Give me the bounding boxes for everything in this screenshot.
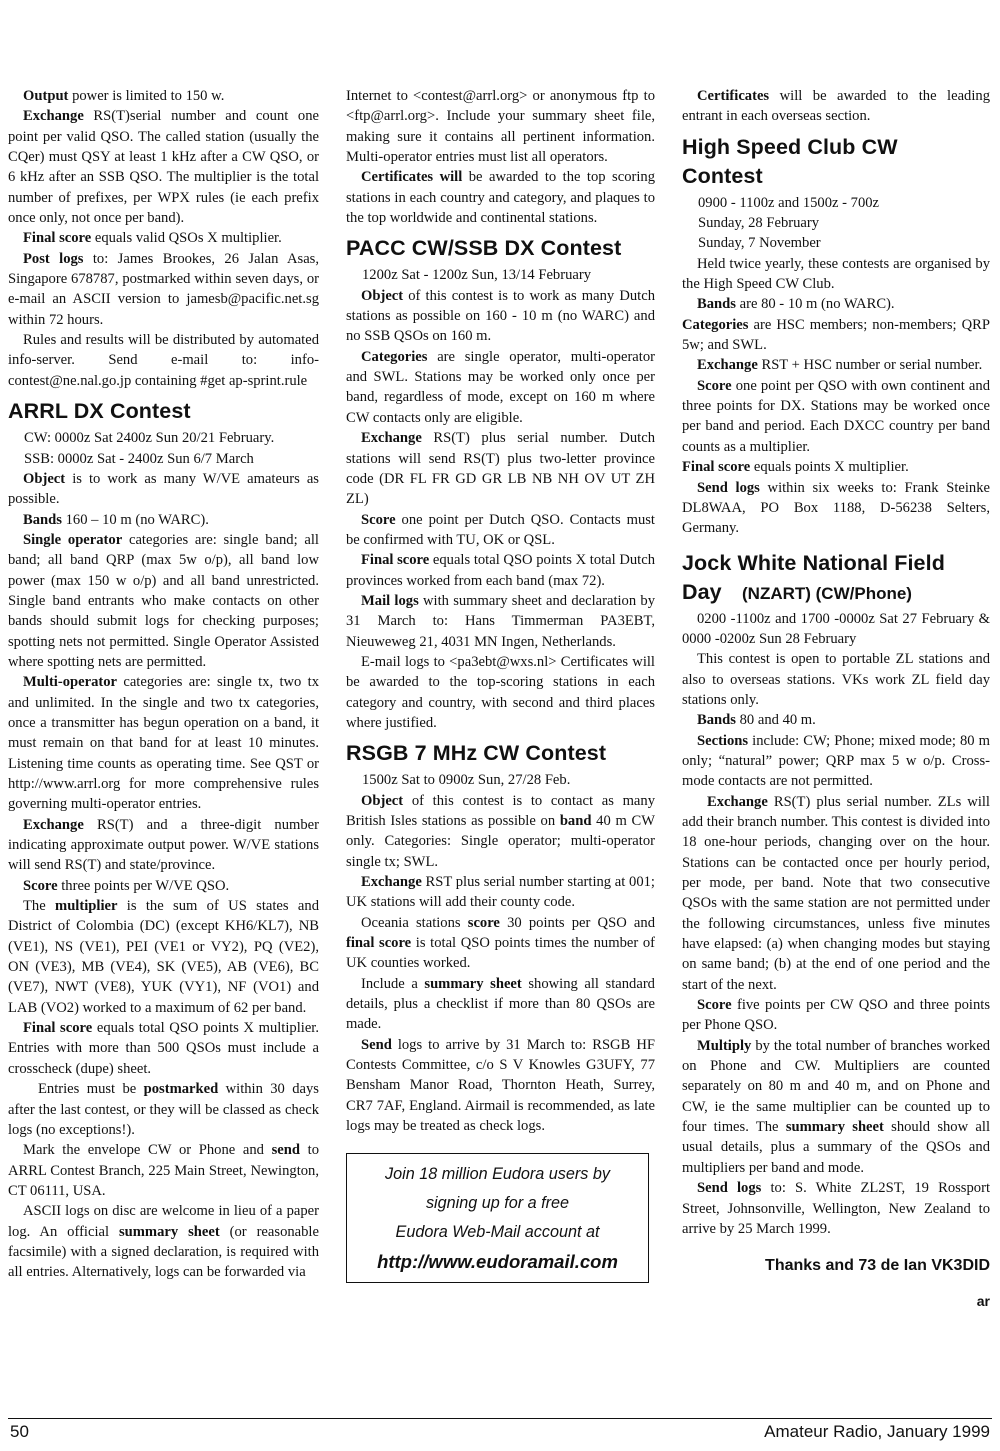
paragraph: E-mail logs to <pa3ebt@wxs.nl> Certificates will be awarded to the top-scoring stations in each category and country, with second and third places where justified. — [346, 653, 655, 731]
paragraph: Sections include: CW; Phone; mixed mode; 80 m only; “natural” power; QRP max 5 w o/p. Cross-mode contacts are not permitted. — [682, 732, 990, 790]
paragraph: Score one point per Dutch QSO. Contacts must be confirmed with TU, OK or QSL. — [346, 511, 655, 548]
publication-name: Amateur Radio, January 1999 — [764, 1422, 990, 1441]
paragraph: Send logs to arrive by 31 March to: RSGB HF Contests Committee, c/o S V Knowles G3UFY, 77 Bensham Manor Road, Thornton Heath, Surrey, CR7 7AF, England. Airmail is recommended, as late logs may be treated as check logs. — [346, 1036, 655, 1135]
paragraph: Rules and results will be distributed by automated info-server. Send e-mail to: info-contest@ne.nal.go.jp containing #get ap-sprint.rule — [8, 332, 319, 389]
column-1 — [8, 86, 319, 1283]
ad-url-link[interactable]: http://www.eudoramail.com — [377, 1250, 618, 1272]
closing-signature: Thanks and 73 de Ian VK3DID — [765, 1257, 990, 1275]
schedule-line: SSB: 0000z Sat - 2400z Sun 6/7 March — [24, 450, 254, 467]
paragraph: Post logs to: James Brookes, 26 Jalan Asas, Singapore 678787, postmarked within seven days, or e-mail an ASCII version to jamesb@pacific.net.sg within 72 hours. — [8, 250, 319, 328]
column-3 — [682, 86, 990, 1312]
ad-line: Join 18 million Eudora users by — [385, 1164, 610, 1183]
paragraph: Single operator categories are: single band; all band; all band QRP (max 5w o/p), all band low power (max 150 w o/p) and all band unrestricted. Single band entrants who make contacts on other bands should submit logs for checking purposes; spotting nets not permitted. Single Operator Assisted where spotting nets are permitted. — [8, 531, 319, 670]
column-2 — [346, 86, 655, 1283]
ad-line: Eudora Web-Mail account at — [395, 1222, 600, 1241]
subheading-nzart: (NZART) (CW/Phone) — [742, 583, 912, 603]
eudora-advertisement — [346, 1153, 649, 1283]
paragraph: Categories are HSC members; non-members; QRP 5w; and SWL. — [682, 316, 990, 354]
paragraph: Include a summary sheet showing all standard details, plus a checklist if more than 80 QSOs are made. — [346, 975, 655, 1033]
paragraph: Final score equals total QSO points X total Dutch provinces worked from each band (max 72). — [346, 552, 656, 589]
paragraph: Bands 160 – 10 m (no WARC). — [23, 511, 209, 528]
paragraph: Score five points per CW QSO and three points per Phone QSO. — [682, 997, 990, 1034]
paragraph: Multiply by the total number of branches worked on Phone and CW. Multipliers are counted separately on 80 m and 40 m, and on Phone and CW, ie the same multiplier can be counted up to four times. The summary sheet should show all usual details, plus a summary of the QSOs and multipliers per band and mode. — [682, 1037, 990, 1176]
paragraph: Entries must be postmarked within 30 days after the last contest, or they will be classed as check logs (no exceptions!). — [8, 1081, 319, 1138]
paragraph: Mark the envelope CW or Phone and send to ARRL Contest Branch, 225 Main Street, Newington, CT 06111, USA. — [8, 1142, 319, 1199]
author-initials: ar — [976, 1293, 990, 1310]
paragraph: Exchange RST plus serial number starting at 001; UK stations will add their county code. — [346, 874, 655, 911]
paragraph: Exchange RS(T) plus serial number. ZLs will add their branch number. This contest is divided into 18 one-hour periods, changing over on the hour. Stations can be contacted once per hourly period, per mode, per band. Note that two consecutive QSOs with the same station are not permitted under the following circumstances, unless five minutes have elapsed: (a) when changing modes but staying on same band; (b) at the end of one period and the start of the next. — [682, 793, 990, 993]
schedule-line: CW: 0000z Sat 2400z Sun 20/21 February. — [24, 430, 275, 447]
paragraph: Object of this contest is to contact as many British Isles stations as possible on band 40 m CW only. Categories: Single operator; multi-operator single tx; SWL. — [346, 792, 655, 870]
paragraph: Exchange RS(T) and a three-digit number indicating approximate output power. W/VE stations will send RS(T) and state/province. — [8, 816, 319, 874]
heading-arrl-dx-contest: ARRL DX Contest — [8, 399, 191, 424]
paragraph: Final score equals total QSO points X multiplier. Entries with more than 500 QSOs must include a crosscheck (dupe) sheet. — [8, 1020, 319, 1077]
paragraph: The multiplier is the sum of US states and District of Colombia (DC) (except KH6/KL7), NB (VE1), NS (VE1), PEI (VE1 or VY2), PQ (VE2), ON (VE3), MB (VE4), SK (VE5), AB (VE6), BC (VE7), NWT (VE8), YUK (VY1), NF (VO1) and LAB (VO2) worked to a maximum of 62 per band. — [8, 898, 319, 1016]
schedule-line: 0900 - 1100z and 1500z - 700z — [698, 194, 880, 211]
paragraph: Score three points per W/VE QSO. — [23, 877, 230, 894]
paragraph: Final score equals valid QSOs X multiplier. — [23, 230, 282, 247]
ad-line: signing up for a free — [425, 1193, 570, 1212]
schedule-line: 1500z Sat to 0900z Sun, 27/28 Feb. — [362, 772, 571, 789]
paragraph: Mail logs with summary sheet and declaration by 31 March to: Hans Timmerman PA3EBT, Nieuweweg 21, 4031 MN Ingen, Netherlands. — [346, 592, 655, 650]
paragraph: Held twice yearly, these contests are organised by the High Speed CW Club. — [682, 255, 990, 293]
paragraph: This contest is open to portable ZL stations and also to overseas stations. VKs work ZL field day stations only. — [682, 651, 990, 708]
heading-high-speed-club: High Speed Club CW Contest — [682, 134, 898, 188]
paragraph: Exchange RS(T) plus serial number. Dutch stations will send RS(T) plus two-letter province code (DR FL FR GD GR LB NB NH OV UT ZH ZL) — [346, 430, 655, 508]
paragraph: Exchange RS(T)serial number and count one point per valid QSO. The called station (usually the CQer) must QSY at least 1 kHz after a CW QSO, or 6 kHz after an SSB QSO. The multiplier is the total number of prefixes, per WPX rules (ie each prefix once only, not once per band). — [8, 108, 319, 227]
paragraph: Output power is limited to 150 w. — [23, 88, 225, 104]
paragraph: Internet to <contest@arrl.org> or anonymous ftp to <ftp@arrl.org>. Include your summary sheet file, making sure it contains all pertinent information. Multi-operator entries must list all operators. — [346, 88, 655, 166]
paragraph: Certificates will be awarded to the top scoring stations in each country and category, and plaques to the top worldwide and continental stations. — [346, 169, 655, 227]
schedule-line: 1200z Sat - 1200z Sun, 13/14 February — [362, 267, 592, 284]
paragraph: ASCII logs on disc are welcome in lieu of a paper log. An official summary sheet (or reasonable facsimile) with a signed declaration, is required with all entries. Alternatively, logs can be forwarded via — [8, 1203, 319, 1281]
paragraph: Object of this contest is to work as many Dutch stations as possible on 160 - 10 m (no WARC) and no SSB QSOs on 160 m. — [346, 287, 655, 345]
heading-jock-white-field-day: Jock White National Field Day — [682, 550, 945, 604]
paragraph: 0200 -1100z and 1700 -0000z Sat 27 February & 0000 -0200z Sun 28 February — [682, 610, 990, 647]
paragraph: Exchange RST + HSC number or serial number. — [697, 357, 983, 374]
heading-rsgb-contest: RSGB 7 MHz CW Contest — [346, 741, 607, 766]
schedule-line: Sunday, 7 November — [698, 235, 821, 252]
paragraph: Send logs to: S. White ZL2ST, 19 Rossport Street, Johnsonville, Wellington, New Zealand to arrive by 25 March 1999. — [682, 1180, 990, 1237]
footer-divider — [8, 1418, 992, 1419]
paragraph: Certificates will be awarded to the leading entrant in each overseas section. — [682, 88, 990, 125]
paragraph: Final score equals points X multiplier. — [682, 459, 909, 476]
schedule-line: Sunday, 28 February — [698, 215, 820, 232]
heading-pacc-contest: PACC CW/SSB DX Contest — [346, 236, 622, 261]
paragraph: Multi-operator categories are: single tx, two tx and unlimited. In the single and two tx categories, once a transmitter has begun operation on a band, it must remain on that band for at least 10 minutes. Listening time counts as operating time. See QST or http://www.arrl.org for more comprehensive rules governing multi-operator entries. — [8, 674, 319, 813]
paragraph: Categories are single operator, multi-operator and SWL. Stations may be worked only once per band, regardless of mode, except on 160 m where CW contacts only are eligible. — [346, 348, 655, 426]
paragraph: Score one point per QSO with own continent and three points for DX. Stations may be worked once per band and period. Each DXCC country per band counts as a multiplier. — [682, 377, 990, 455]
page-number: 50 — [10, 1422, 29, 1441]
paragraph: Object is to work as many W/VE amateurs as possible. — [8, 470, 319, 508]
paragraph: Oceania stations score 30 points per QSO and final score is total QSO points times the number of UK counties worked. — [346, 914, 655, 972]
paragraph: Send logs within six weeks to: Frank Steinke DL8WAA, PO Box 1188, D-56238 Selters, Germany. — [682, 479, 990, 537]
paragraph: Bands are 80 - 10 m (no WARC). — [697, 296, 895, 313]
paragraph: Bands 80 and 40 m. — [697, 712, 816, 729]
